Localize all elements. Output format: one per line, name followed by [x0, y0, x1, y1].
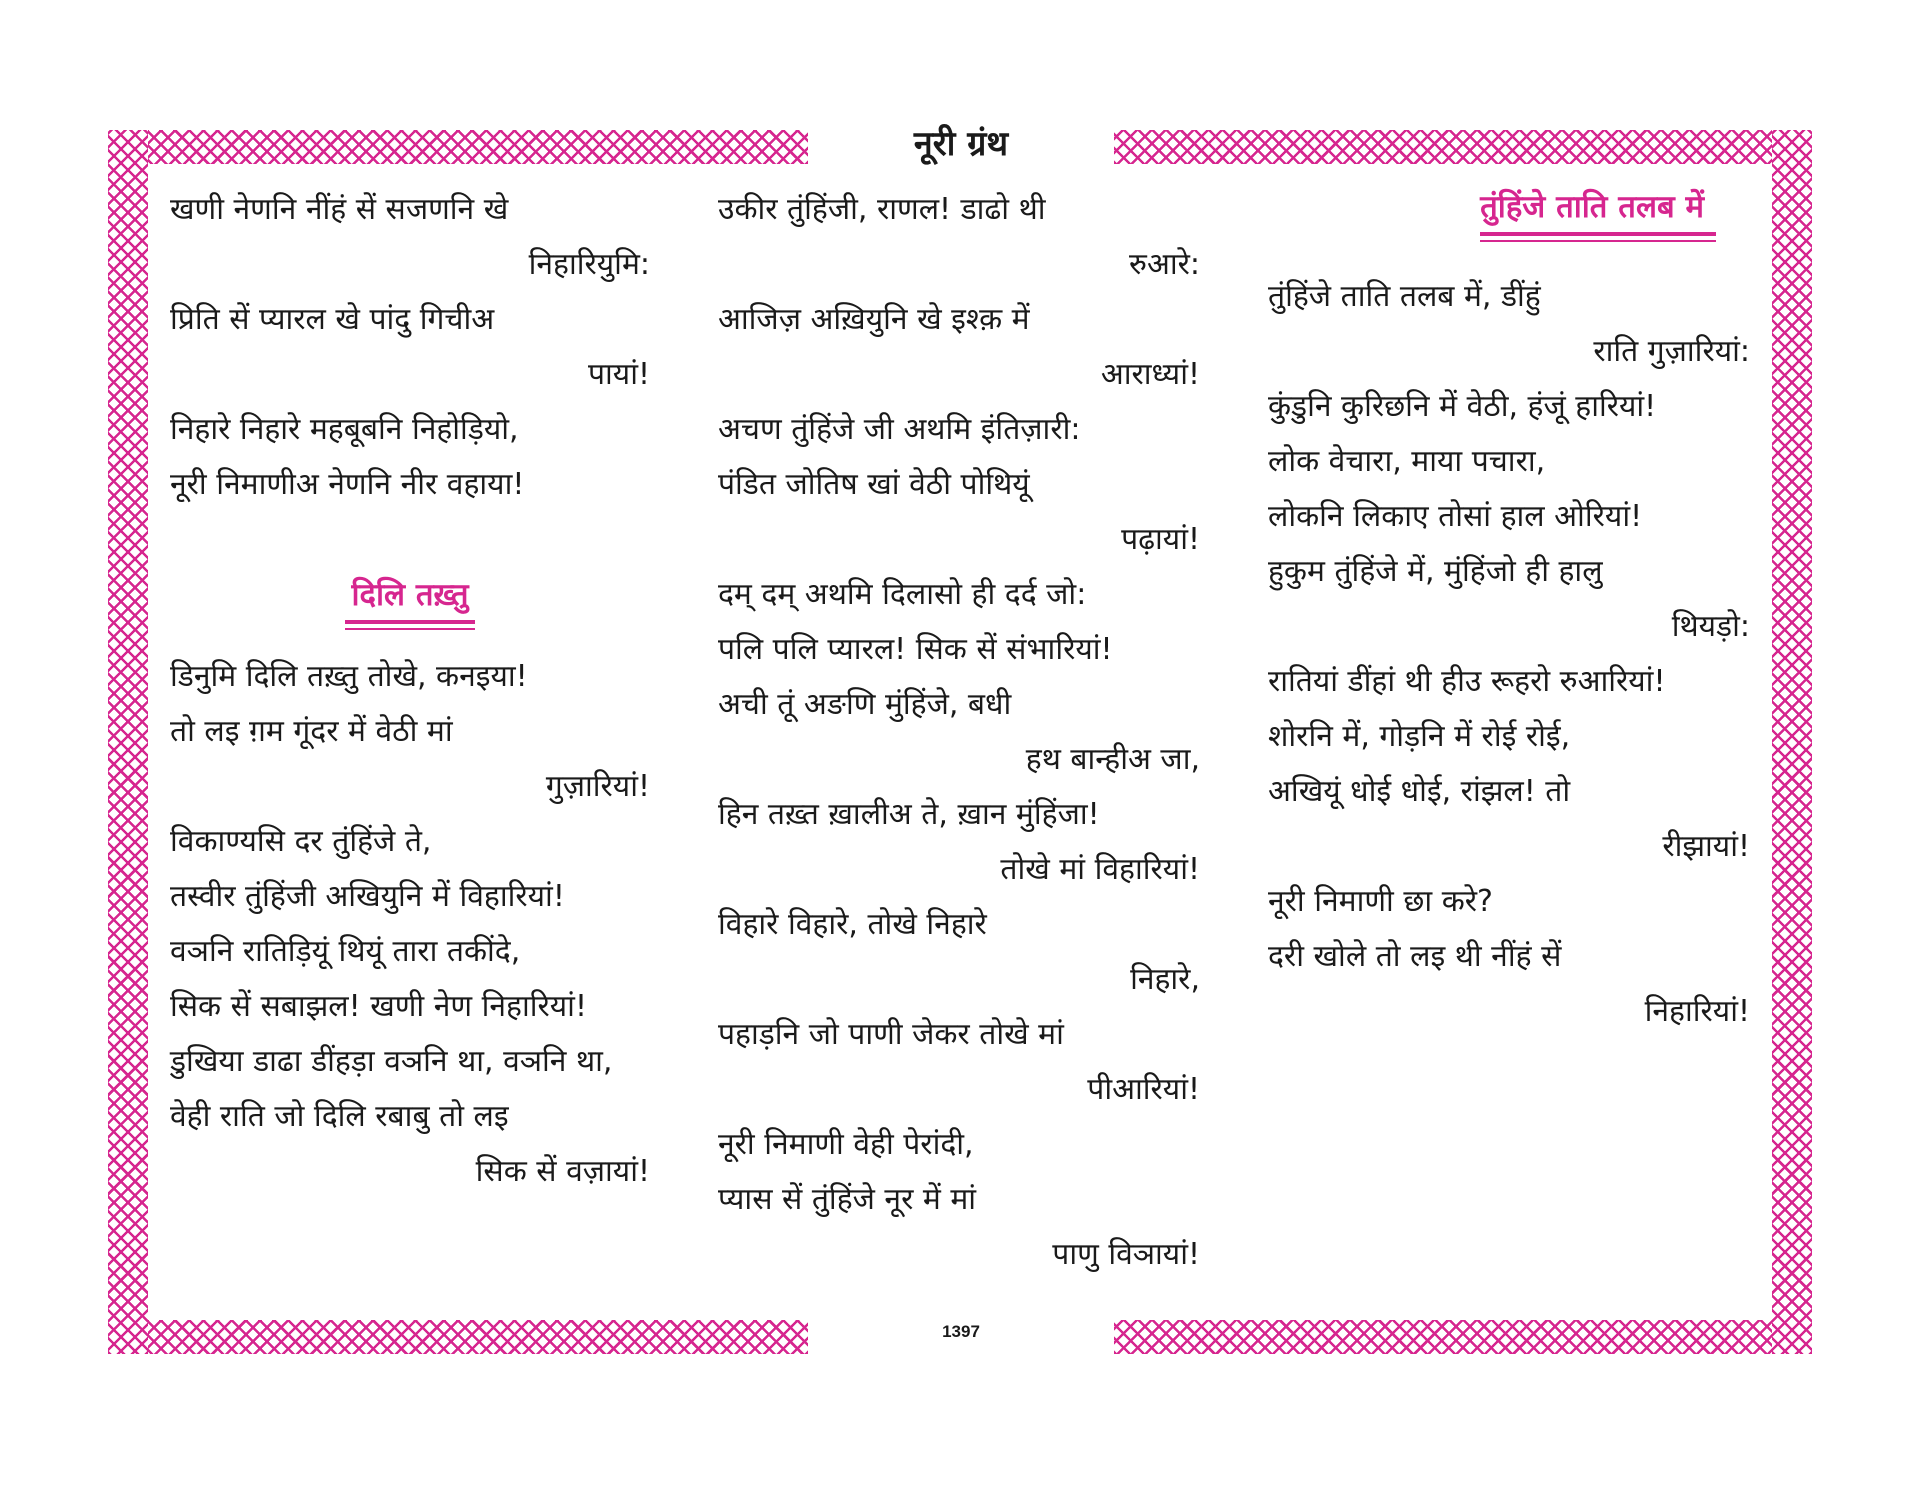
- verse-line: दरी खोले तो लइ थी नींहं सें: [1268, 939, 1562, 974]
- border-pattern-top-right: [1114, 130, 1812, 164]
- column-left: [170, 182, 650, 1199]
- verse-line: वेही राति जो दिलि रबाबु तो लइ: [170, 1099, 509, 1134]
- verse-line: तोखे मां विहारियां!: [1000, 852, 1200, 887]
- verse-line: राति गुज़ारियां:: [1593, 334, 1750, 369]
- verse-line: रीझायां!: [1662, 829, 1750, 864]
- verse-line: तस्वीर तुंहिंजी अखियुनि में विहारियां!: [170, 879, 565, 914]
- verse-line: रातियां डींहां थी हीउ रूहरो रुआरियां!: [1268, 664, 1666, 699]
- verse-line: लोकनि लिकाए तोसां हाल ओरियां!: [1268, 499, 1643, 534]
- heading-underline: [345, 620, 475, 633]
- verse-line: वञनि रातिड़ियूं थियूं तारा तकींदे,: [170, 934, 521, 969]
- verse-line: तुंहिंजे ताति तलब में, डींहुं: [1268, 279, 1541, 314]
- border-pattern-bottom-left: [108, 1320, 808, 1354]
- column-right: [1268, 182, 1750, 1039]
- verse-line: आजिज़ अख़ियुनि खे इश्क़ में: [718, 302, 1030, 337]
- verse-line: नूरी निमाणी वेही पेरांदी,: [718, 1127, 974, 1162]
- verse-line: विकाण्यसि दर तुंहिंजे ते,: [170, 824, 432, 859]
- verse-line: प्यास सें तुंहिंजे नूर में मां: [718, 1182, 977, 1217]
- verse-line: पाणु विञायां!: [1052, 1237, 1200, 1272]
- verse-line: हुकुम तुंहिंजे में, मुंहिंजो ही हालु: [1268, 554, 1603, 589]
- verse-line: उकीर तुंहिंजी, राणल! डाढो थी: [718, 192, 1046, 227]
- verse-line: निहारियां!: [1644, 994, 1750, 1029]
- verse-line: गुज़ारियां!: [545, 769, 650, 804]
- verse-line: अचण तुंहिंजे जी अथमि इंतिज़ारी:: [718, 412, 1081, 447]
- verse-line: हिन तख़्त ख़ालीअ ते, ख़ान मुंहिंजा!: [718, 797, 1100, 832]
- verse-line: प्रिति सें प्यारल खे पांदु गिचीअ: [170, 302, 495, 337]
- verse-line: विहारे विहारे, तोखे निहारे: [718, 907, 987, 942]
- verse-line: डिनुमि दिलि तख़्तु तोखे, कनइया!: [170, 659, 528, 694]
- border-pattern-right: [1772, 130, 1812, 1354]
- verse-line: रुआरे:: [1129, 247, 1200, 282]
- verse-line: शोरनि में, गोड़नि में रोई रोई,: [1268, 719, 1571, 754]
- page-number: 1397: [942, 1322, 980, 1341]
- verse-line: निहारे निहारे महबूबनि निहोड़ियो,: [170, 412, 519, 447]
- border-pattern-bottom-right: [1114, 1320, 1812, 1354]
- verse-line: निहारे,: [1130, 962, 1200, 997]
- verse-line: हथ बान्हीअ जा,: [1025, 742, 1200, 777]
- verse-line: सिक सें वज़ायां!: [475, 1154, 650, 1189]
- section-heading: तुंहिंजे ताति तलब में: [1480, 189, 1704, 225]
- verse-line: खणी नेणनि नींहं सें सजणनि खे: [170, 192, 509, 227]
- verse-line: पलि पलि प्यारल! सिक सें संभारियां!: [718, 632, 1113, 667]
- verse-line: पायां!: [587, 357, 650, 392]
- verse-line: निहारियुमि:: [528, 247, 650, 282]
- verse-line: दम् दम् अथमि दिलासो ही दर्द जो:: [718, 577, 1087, 612]
- verse-line: आराध्यां!: [1100, 357, 1200, 392]
- verse-line: नूरी निमाणी छा करे?: [1268, 884, 1493, 919]
- verse-line: नूरी निमाणीअ नेणनि नीर वहाया!: [170, 467, 525, 502]
- verse-line: पंडित जोतिष खां वेठी पोथियूं: [718, 467, 1030, 502]
- verse-line: अखियूं धोई धोई, रांझल! तो: [1268, 774, 1571, 809]
- verse-line: अची तूं अङणि मुंहिंजे, बधी: [718, 687, 1012, 722]
- verse-line: थियड़ो:: [1671, 609, 1750, 644]
- border-pattern-left: [108, 130, 148, 1354]
- verse-line: पढ़ायां!: [1121, 522, 1200, 557]
- column-middle: [718, 182, 1200, 1282]
- verse-line: लोक वेचारा, माया पचारा,: [1268, 444, 1546, 479]
- verse-line: कुंडुनि कुरिछनि में वेठी, हंजूं हारियां!: [1268, 389, 1657, 424]
- section-heading: दिलि तख़्तु: [351, 577, 469, 613]
- heading-underline: [1480, 232, 1716, 245]
- page-title: नूरी ग्रंथ: [913, 124, 1009, 164]
- verse-line: तो लइ ग़म गूंदर में वेठी मां: [170, 714, 453, 749]
- border-pattern-top-left: [108, 130, 808, 164]
- verse-line: सिक सें सबाझल! खणी नेण निहारियां!: [170, 989, 587, 1024]
- verse-line: डुखिया डाढा डींहड़ा वञनि था, वञनि था,: [170, 1044, 613, 1079]
- verse-line: पीआरियां!: [1087, 1072, 1200, 1107]
- verse-line: पहाड़नि जो पाणी जेकर तोखे मां: [718, 1017, 1064, 1052]
